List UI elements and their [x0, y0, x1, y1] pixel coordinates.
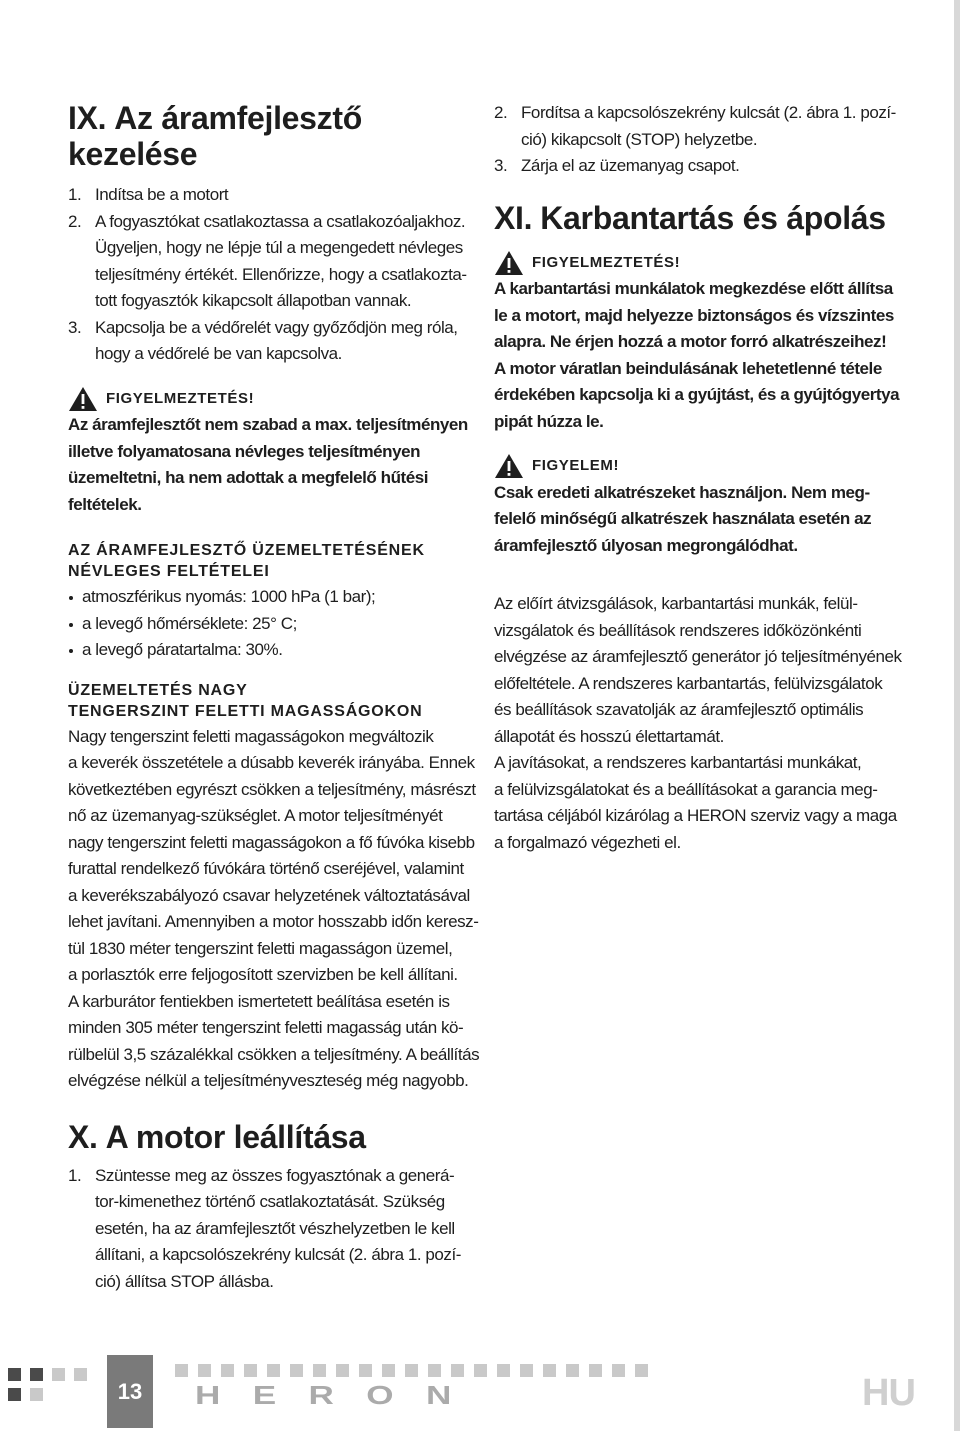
footer-square [635, 1364, 648, 1377]
caution-text: Csak eredeti alkatrészeket használjon. Nem meg- felelő minőségű alkatrészek használata esetén az áramfejlesztő úlyosan megrongálódhat. [494, 482, 872, 555]
footer-square [198, 1364, 211, 1377]
footer-square [8, 1388, 21, 1401]
section-10-heading: X. A motor leállítása [68, 1118, 366, 1155]
footer-square [612, 1364, 625, 1377]
step-item: 1. Szüntesse meg az összes fogyasztónak a generá- tor-kimenethez történő csatlakoztatását. Szükség esetén, ha az áramfejlesztőt vészhelyzetben le kell állítani, a kapcsolószekrény kulcsát (2. ábra 1. pozí- ció) állítsa STOP állásba. [68, 1165, 461, 1291]
page-footer [0, 1350, 960, 1430]
step-item: 3. Zárja el az üzemanyag csapot. [494, 156, 740, 175]
footer-square [382, 1364, 395, 1377]
caution-header [494, 453, 892, 480]
section-9-heading: IX. Az áramfejlesztő kezelése [68, 100, 362, 172]
footer-square [566, 1364, 579, 1377]
warning-text: Az áramfejlesztőt nem szabad a max. teljesítményen illetve folyamatosana névleges teljesítményen üzemeltetni, ha nem adottak a megfelelő hűtési feltételek. [68, 415, 468, 514]
warning-header [494, 250, 892, 277]
footer-square [221, 1364, 234, 1377]
footer-square [74, 1368, 87, 1381]
warning-triangle-icon [494, 250, 524, 276]
footer-square [520, 1364, 533, 1377]
list-item: a levegő hőmérséklete: 25° C; [68, 611, 464, 638]
warning-title: FIGYELMEZTETÉS! [106, 389, 255, 407]
altitude-heading: ÜZEMELTETÉS NAGY TENGERSZINT FELETTI MAGASSÁGOKON [68, 681, 423, 720]
altitude-text: Nagy tengerszint feletti magasságokon megváltozik a keverék összetétele a dúsabb keverék irányába. Ennek következtében egyrészt csökken a teljesítmény, másrészt nő az üzemanyag-szükséglet. A motor teljesítményét nagy tengerszint feletti magasságokon a fő fúvóka kisebb furattal rendelkező fúvókára történő cseréjével, valamint a keverékszabályozó csavar helyzetének változtatásával lehet javítani. Amennyiben a motor hosszabb időn keresz- tül 1830 méter tengerszint feletti magasságon üzemel, a porlasztók erre feljogosított szervizben be kell állítani. A karburátor fentiekben ismertetett beálítása esetén is minden 305 méter tengerszint feletti magasság után kö- rülbelül 3,5 százalékkal csökken a teljesítmény. A beállítás elvégzése nélkül a teljesítményveszteség még nagyobb. [68, 726, 480, 1090]
footer-square [30, 1368, 43, 1381]
warning-text: A karbantartási munkálatok megkezdése előtt állítsa le a motort, majd helyezze biztonságos és vízszintes alapra. Ne érjen hozzá a motor forró alkatrészeihez! A motor váratlan beindulásának lehetetlenné tétele érdekében kapcsolja ki a gyújtást, és a gyújtógyertya pipát húzza le. [494, 279, 900, 431]
list-item: atmoszférikus nyomás: 1000 hPa (1 bar); [68, 584, 464, 611]
language-code: HU [862, 1372, 915, 1414]
footer-square [290, 1364, 303, 1377]
footer-square [175, 1364, 188, 1377]
footer-square [267, 1364, 280, 1377]
footer-square [497, 1364, 510, 1377]
step-item: 2. A fogyasztókat csatlakoztassa a csatlakozóaljakhoz. Ügyeljen, hogy ne lépje túl a megengedett névleges teljesítmény értékét. Ellenőrizze, hogy a csatlakozta- tott fogyasztók kikapcsolt állapotban vannak. [68, 211, 467, 310]
conditions-list [68, 584, 464, 664]
conditions-heading: AZ ÁRAMFEJLESZTŐ ÜZEMELTETÉSÉNEK NÉVLEGES FELTÉTELEI [68, 542, 425, 580]
footer-square [244, 1364, 257, 1377]
footer-square [336, 1364, 349, 1377]
footer-square [30, 1388, 43, 1401]
footer-square [52, 1368, 65, 1381]
footer-square [428, 1364, 441, 1377]
step-item: 1. Indítsa be a motort [68, 185, 229, 204]
footer-square [8, 1368, 21, 1381]
page-edge-strip [954, 0, 960, 1431]
footer-square [589, 1364, 602, 1377]
footer-square [313, 1364, 326, 1377]
step-item: 2. Fordítsa a kapcsolószekrény kulcsát (2. ábra 1. pozí- ció) kikapcsolt (STOP) helyzetbe. [494, 103, 896, 149]
section-10-steps [68, 1163, 464, 1296]
caution-title: FIGYELEM! [532, 457, 620, 474]
warning-triangle-icon [68, 386, 98, 412]
section-11-heading: XI. Karbantartás és ápolás [494, 199, 886, 236]
maintenance-text: Az előírt átvizsgálások, karbantartási munkák, felül- vizsgálatok és beállítások rendszeres időközönkénti elvégzése az áramfejlesztő generátor jó teljesítményének előfeltétele. A rendszeres karbantartás, felülvizsgálatok és beállítások szavatolják az áramfejlesztő optimális állapotát és hosszú élettartamát. A javításokat, a rendszeres karbantartási munkákat, a felülvizsgálatokat és a beállításokat a garancia meg- tartása céljából kizárólag a HERON szerviz vagy a maga a forgalmazó végezheti el. [494, 594, 902, 852]
list-item: a levegő páratartalma: 30%. [68, 637, 464, 664]
right-column [494, 100, 902, 856]
section-10-steps-continued [494, 100, 896, 180]
left-column [68, 100, 480, 1295]
warning-title: FIGYELMEZTETÉS! [532, 253, 681, 271]
footer-square [405, 1364, 418, 1377]
step-item: 3. Kapcsolja be a védőrelét vagy győződjön meg róla, hogy a védőrelé be van kapcsolva. [68, 317, 458, 363]
footer-square [359, 1364, 372, 1377]
brand-logo: HERON [195, 1380, 484, 1410]
footer-square [451, 1364, 464, 1377]
warning-triangle-icon [494, 453, 524, 479]
footer-square [474, 1364, 487, 1377]
section-9-steps [68, 182, 467, 368]
footer-square [543, 1364, 556, 1377]
warning-header [68, 386, 464, 413]
page-number: 13 [107, 1355, 153, 1428]
